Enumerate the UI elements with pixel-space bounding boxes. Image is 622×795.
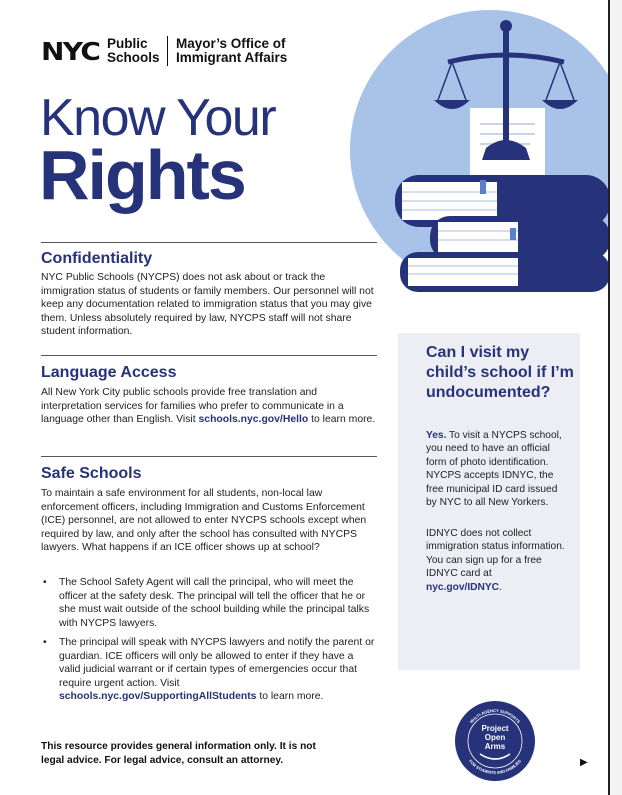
badge-ring-bottom: FOR STUDENTS AND FAMILIES bbox=[467, 758, 523, 776]
bullet-text bbox=[59, 636, 377, 704]
sidebar-callout bbox=[398, 333, 580, 670]
language-access-heading: Language Access bbox=[41, 364, 177, 381]
bullet-icon: • bbox=[43, 577, 47, 588]
badge-line3: Arms bbox=[484, 742, 506, 751]
scales-and-books-illustration bbox=[340, 0, 610, 300]
title-line2: Rights bbox=[39, 136, 245, 214]
schools-line1: Public bbox=[106, 36, 148, 51]
list-item bbox=[41, 576, 377, 630]
confidentiality-heading: Confidentiality bbox=[41, 250, 153, 267]
language-access-text-end: to learn more. bbox=[308, 414, 376, 426]
hello-link[interactable]: schools.nyc.gov/Hello bbox=[198, 414, 309, 426]
mayors-office-wordmark bbox=[176, 37, 287, 65]
answer-yes: Yes. bbox=[426, 430, 447, 441]
office-line1: Mayor’s Office of bbox=[176, 36, 286, 51]
idnyc-text-end: . bbox=[499, 581, 502, 593]
badge-ring-top: MULTI-AGENCY SUPPORTS bbox=[468, 707, 522, 725]
title-line1: Know Your bbox=[40, 89, 276, 147]
nyc-logo: NYC bbox=[41, 36, 100, 66]
office-line2: Immigrant Affairs bbox=[176, 50, 288, 65]
safe-schools-body: To maintain a safe environment for all students, non-local law enforcement officers, including Immigration and Customs Enforcement (ICE) personnel, are not allowed to enter NYCPS schools except when required by law, and only after the school has consulted with NYCPS lawyers. What happens if an ICE officer shows up at school? bbox=[41, 488, 367, 554]
divider-rule bbox=[41, 242, 377, 243]
supporting-students-link[interactable]: schools.nyc.gov/SupportingAllStudents bbox=[59, 691, 257, 703]
sidebar-answer bbox=[426, 429, 570, 509]
language-access-body bbox=[41, 386, 377, 427]
bullet-icon: • bbox=[43, 637, 47, 648]
viewer-edge bbox=[610, 0, 622, 795]
safe-schools-heading: Safe Schools bbox=[41, 465, 142, 482]
sidebar-idnyc bbox=[426, 527, 570, 594]
public-schools-wordmark bbox=[107, 37, 160, 65]
idnyc-link[interactable]: nyc.gov/IDNYC bbox=[426, 581, 500, 593]
language-access-text: All New York City public schools provide free translation and interpretation services for families who prefer to communicate in a language other than English. Visit bbox=[41, 387, 344, 426]
sidebar-heading: Can I visit my child’s school if I’m undocumented? bbox=[426, 344, 574, 401]
idnyc-text: IDNYC does not collect immigration status information. You can sign up for a free IDNYC card at bbox=[426, 528, 565, 580]
header-logo bbox=[41, 36, 287, 66]
project-open-arms-badge bbox=[454, 700, 536, 782]
badge-line1: Project bbox=[481, 724, 509, 733]
badge-line2: Open bbox=[484, 733, 506, 742]
schools-line2: Schools bbox=[106, 50, 160, 65]
list-item bbox=[41, 636, 377, 704]
confidentiality-body: NYC Public Schools (NYCPS) does not ask about or track the immigration status of students or family members. Our personnel will not keep any documentation related to immigration status that you may give them. Unless absolutely required by law, NYCPS staff will not share student information. bbox=[41, 272, 374, 338]
bullet2-text: The principal will speak with NYCPS lawyers and notify the parent or guardian. ICE officers will only be allowed to enter if they have a valid judicial warrant or if certain types of emergencies occur that require urgent action. Visit bbox=[59, 637, 375, 689]
next-page-arrow-icon[interactable]: ▶ bbox=[580, 757, 588, 768]
logo-divider bbox=[167, 36, 169, 66]
answer-body: To visit a NYCPS school, you need to have an official form of photo identification. NYCPS accepts IDNYC, the free municipal ID card issued by NYC to all New Yorkers. bbox=[426, 430, 562, 509]
bullet2-text-end: to learn more. bbox=[256, 691, 324, 703]
legal-disclaimer: This resource provides general information only. It is not legal advice. For legal advice, consult an attorney. bbox=[41, 741, 316, 766]
divider-rule bbox=[41, 456, 377, 457]
bullet-text: The School Safety Agent will call the principal, who will meet the officer at the safety desk. The principal will tell the officer that he or she must wait outside of the school building while the principal talks with NYCPS lawyers. bbox=[59, 577, 370, 629]
divider-rule bbox=[41, 355, 377, 356]
